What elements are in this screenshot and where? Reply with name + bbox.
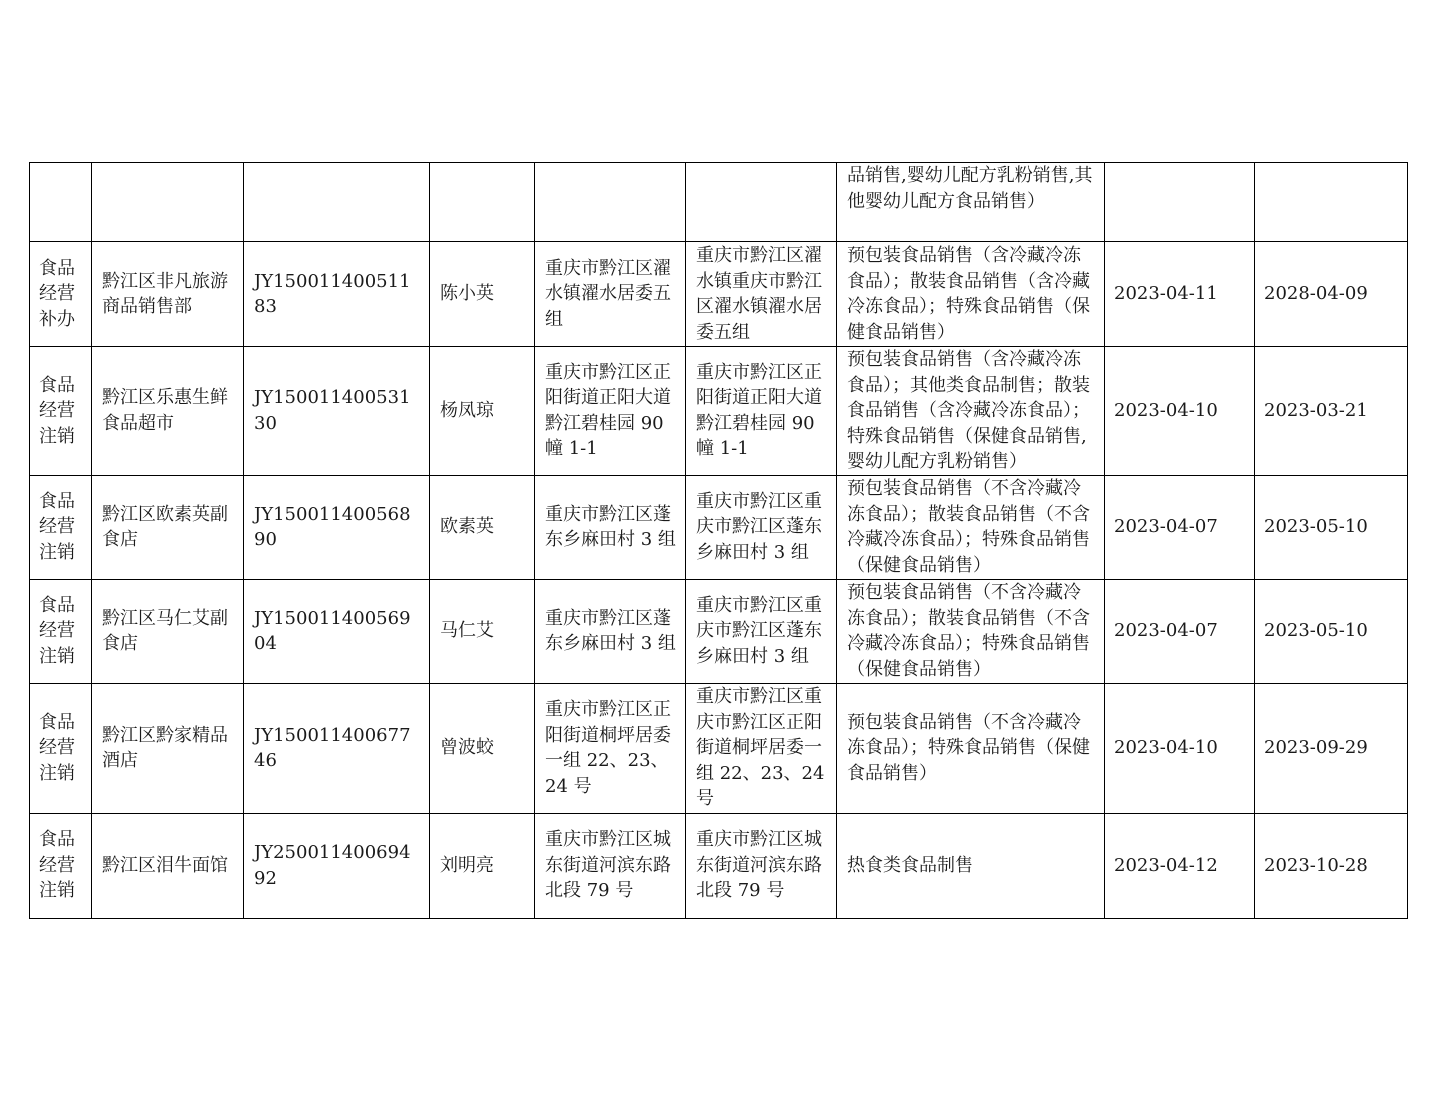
cell-type: 食品经营注销 (30, 683, 92, 813)
cell-license: JY15001140051183 (244, 242, 430, 347)
cell-expiry-date: 2028-04-09 (1255, 242, 1408, 347)
table-row-continued (30, 163, 1408, 242)
records-table (29, 162, 1408, 919)
cell-expiry-date (1255, 163, 1408, 242)
table-row (30, 242, 1408, 347)
cell-type: 食品经营注销 (30, 579, 92, 683)
cell-name: 黔江区欧素英副食店 (92, 475, 244, 579)
cell-type: 食品经营注销 (30, 347, 92, 476)
cell-premises: 重庆市黔江区城东街道河滨东路北段 79 号 (686, 813, 837, 918)
cell-address: 重庆市黔江区正阳街道桐坪居委一组 22、23、24 号 (535, 683, 686, 813)
cell-person: 刘明亮 (430, 813, 535, 918)
cell-scope: 预包装食品销售（不含冷藏冷冻食品）；散装食品销售（不含冷藏冷冻食品）；特殊食品销售（保健食品销售） (837, 579, 1105, 683)
cell-license: JY15001140056904 (244, 579, 430, 683)
cell-expiry-date: 2023-03-21 (1255, 347, 1408, 476)
table-row (30, 813, 1408, 918)
cell-issue-date: 2023-04-10 (1105, 683, 1255, 813)
cell-issue-date (1105, 163, 1255, 242)
cell-issue-date: 2023-04-07 (1105, 475, 1255, 579)
table-row (30, 683, 1408, 813)
cell-premises: 重庆市黔江区重庆市黔江区蓬东乡麻田村 3 组 (686, 475, 837, 579)
cell-issue-date: 2023-04-07 (1105, 579, 1255, 683)
cell-person: 马仁艾 (430, 579, 535, 683)
cell-premises: 重庆市黔江区正阳街道正阳大道黔江碧桂园 90 幢 1-1 (686, 347, 837, 476)
cell-name: 黔江区乐惠生鲜食品超市 (92, 347, 244, 476)
cell-premises: 重庆市黔江区重庆市黔江区正阳街道桐坪居委一组 22、23、24 号 (686, 683, 837, 813)
cell-person: 陈小英 (430, 242, 535, 347)
cell-address: 重庆市黔江区蓬东乡麻田村 3 组 (535, 579, 686, 683)
cell-address: 重庆市黔江区濯水镇濯水居委五组 (535, 242, 686, 347)
cell-license: JY15001140053130 (244, 347, 430, 476)
cell-name: 黔江区马仁艾副食店 (92, 579, 244, 683)
cell-type: 食品经营补办 (30, 242, 92, 347)
cell-scope: 品销售,婴幼儿配方乳粉销售,其他婴幼儿配方食品销售） (837, 163, 1105, 242)
cell-address: 重庆市黔江区正阳街道正阳大道黔江碧桂园 90 幢 1-1 (535, 347, 686, 476)
cell-type: 食品经营注销 (30, 475, 92, 579)
cell-expiry-date: 2023-10-28 (1255, 813, 1408, 918)
cell-name: 黔江区泪牛面馆 (92, 813, 244, 918)
cell-address: 重庆市黔江区城东街道河滨东路北段 79 号 (535, 813, 686, 918)
cell-premises: 重庆市黔江区濯水镇重庆市黔江区濯水镇濯水居委五组 (686, 242, 837, 347)
cell-expiry-date: 2023-05-10 (1255, 475, 1408, 579)
cell-premises (686, 163, 837, 242)
table-row (30, 475, 1408, 579)
cell-name: 黔江区非凡旅游商品销售部 (92, 242, 244, 347)
cell-scope: 预包装食品销售（不含冷藏冷冻食品）；特殊食品销售（保健食品销售） (837, 683, 1105, 813)
cell-name: 黔江区黔家精品酒店 (92, 683, 244, 813)
table-row (30, 347, 1408, 476)
cell-issue-date: 2023-04-10 (1105, 347, 1255, 476)
cell-issue-date: 2023-04-12 (1105, 813, 1255, 918)
cell-scope: 预包装食品销售（不含冷藏冷冻食品）；散装食品销售（不含冷藏冷冻食品）；特殊食品销售（保健食品销售） (837, 475, 1105, 579)
cell-license: JY15001140056890 (244, 475, 430, 579)
cell-license: JY15001140067746 (244, 683, 430, 813)
cell-name (92, 163, 244, 242)
cell-person: 曾波蛟 (430, 683, 535, 813)
cell-type (30, 163, 92, 242)
cell-scope: 热食类食品制售 (837, 813, 1105, 918)
cell-person: 欧素英 (430, 475, 535, 579)
cell-type: 食品经营注销 (30, 813, 92, 918)
cell-scope: 预包装食品销售（含冷藏冷冻食品）；其他类食品制售；散装食品销售（含冷藏冷冻食品）；特殊食品销售（保健食品销售,婴幼儿配方乳粉销售） (837, 347, 1105, 476)
cell-person: 杨凤琼 (430, 347, 535, 476)
cell-license: JY25001140069492 (244, 813, 430, 918)
cell-expiry-date: 2023-05-10 (1255, 579, 1408, 683)
cell-premises: 重庆市黔江区重庆市黔江区蓬东乡麻田村 3 组 (686, 579, 837, 683)
cell-issue-date: 2023-04-11 (1105, 242, 1255, 347)
cell-license (244, 163, 430, 242)
cell-expiry-date: 2023-09-29 (1255, 683, 1408, 813)
cell-address: 重庆市黔江区蓬东乡麻田村 3 组 (535, 475, 686, 579)
cell-address (535, 163, 686, 242)
cell-scope: 预包装食品销售（含冷藏冷冻食品）；散装食品销售（含冷藏冷冻食品）；特殊食品销售（保健食品销售） (837, 242, 1105, 347)
table-row (30, 579, 1408, 683)
cell-person (430, 163, 535, 242)
